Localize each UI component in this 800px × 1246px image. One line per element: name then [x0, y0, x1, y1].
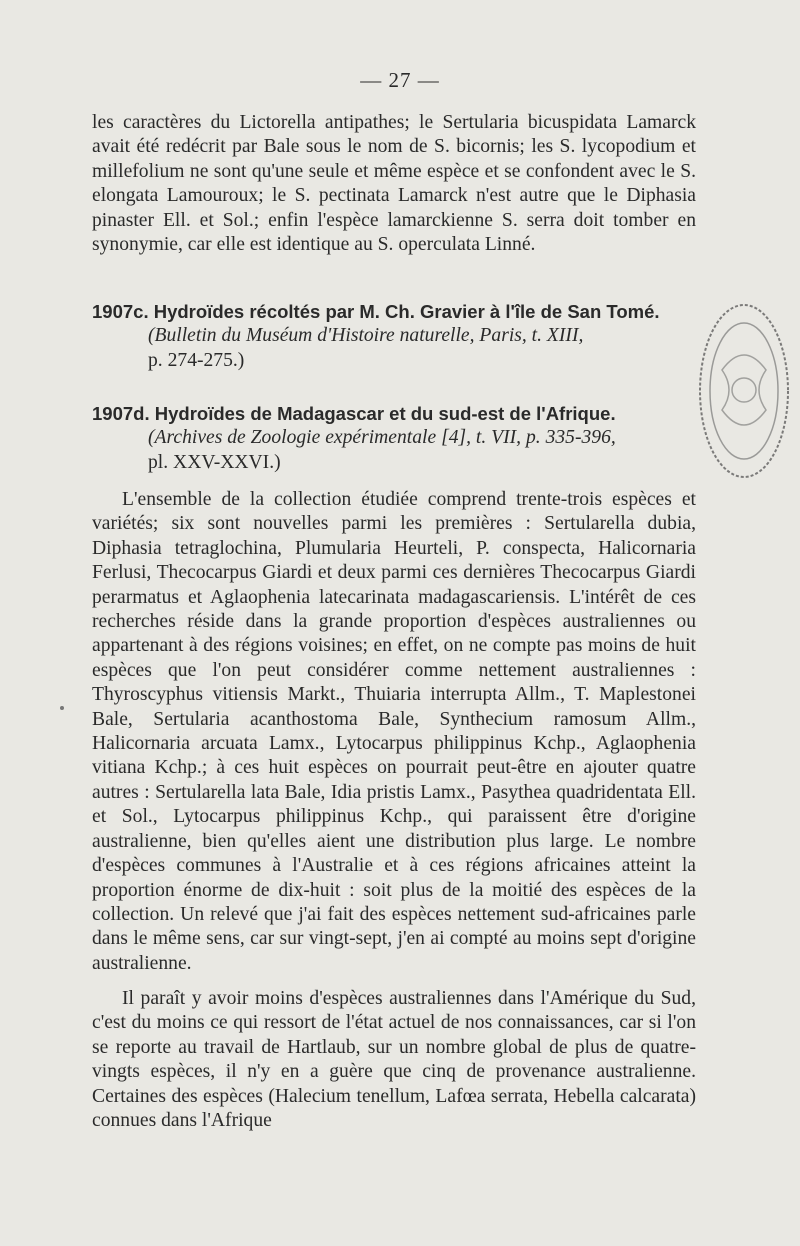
- entry-1907d-ref-2: pl. XXV-XXVI.): [148, 451, 281, 473]
- paragraph-1: les caractères du Lictorella antipathes; le Sertularia bicuspidata Lamarck avait été redécrit par Bale sous le nom de S. bicornis; les S. lycopodium et millefolium ne sont qu'une seule et même espèce et se confondent avec le S. elongata Lamouroux; le S. pectinata Lamarck n'est autre que le Diphasia pinaster Ell. et Sol.; enfin l'espèce lamarckienne S. serra doit tomber en synonymie, car elle est identique au S. operculata Linné.: [92, 112, 696, 256]
- paragraph-2: L'ensemble de la collection étudiée comprend trente-trois espèces et variétés; six sont nouvelles parmi les premières : Sertularella dubia, Diphasia tetraglochina, Plumularia Heurteli, P. conspecta, Halicornaria Ferlusi, Thecocarpus Giardi et deux parmi ces dernières Thecocarpus Giardi perarmatus et Aglaophenia latecarinata madagascariensis. L'intérêt de ces recherches réside dans la grande proportion d'espèces australiennes ou appartenant à des régions voisines; en effet, on ne compte pas moins de huit espèces que l'on peut considérer comme nettement australiennes : Thyroscyphus vitiensis Markt., Thuiaria interrupta Allm., T. Maplestonei Bale, Sertularia acanthostoma Bale, Synthecium ramosum Allm., Halicornaria arcuata Lamx., Lytocarpus philippinus Kchp., Aglaophenia vitiana Kchp.; à ces huit espèces on pourrait peut-être en ajouter quatre autres : Sertularella lata Bale, Idia pristis Lamx., Pasythea quadridentata Ell. et Sol., Lytocarpus philippinus Kchp., qui paraissent être d'origine australienne, bien qu'elles aient une distribution plus large. Le nombre d'espèces communes à l'Australie et à ces régions africaines atteint la proportion énorme de dix-huit : soit plus de la moitié des espèces de la collection. Un relevé que j'ai fait des espèces nettement sud-africaines parle dans le même sens, car sur vingt-sept, j'en ai compté au moins sept d'origine australienne.: [92, 489, 696, 974]
- entry-1907c-year: 1907c.: [92, 301, 149, 322]
- entry-1907c-title: Hydroïdes récoltés par M. Ch. Gravier à l'île de San Tomé.: [153, 301, 660, 322]
- page-number: — 27 —: [360, 68, 440, 92]
- entry-1907d-ref-1: (Archives de Zoologie expérimentale [4], t. VII, p. 335-396,: [148, 427, 616, 449]
- bibliography-entry-1907d: [92, 402, 702, 475]
- entry-1907c-ref-2: p. 274-275.): [148, 349, 245, 371]
- entry-1907d-title: Hydroïdes de Madagascar et du sud-est de l'Afrique.: [154, 403, 616, 424]
- entry-1907c-heading: [92, 300, 702, 324]
- bibliography-entry-1907c: [92, 300, 702, 373]
- entry-1907d-year: 1907d.: [92, 403, 150, 424]
- entry-1907c-ref-1: (Bulletin du Muséum d'Histoire naturelle, Paris, t. XIII,: [148, 325, 584, 347]
- entry-1907d-heading: [92, 402, 702, 426]
- paragraph-3: Il paraît y avoir moins d'espèces australiennes dans l'Amérique du Sud, c'est du moins ce qui ressort de l'état actuel de nos connaissances, car si l'on se reporte au travail de Hartlaub, sur un nombre global de plus de quatre-vingts espèces, il n'y en a guère que cinq de provenance australienne. Certaines des espèces (Halecium tenellum, Lafœa serrata, Hebella calcarata) connues dans l'Afrique: [92, 988, 696, 1132]
- library-stamp-icon: [692, 300, 792, 482]
- paper-speck: [60, 706, 64, 710]
